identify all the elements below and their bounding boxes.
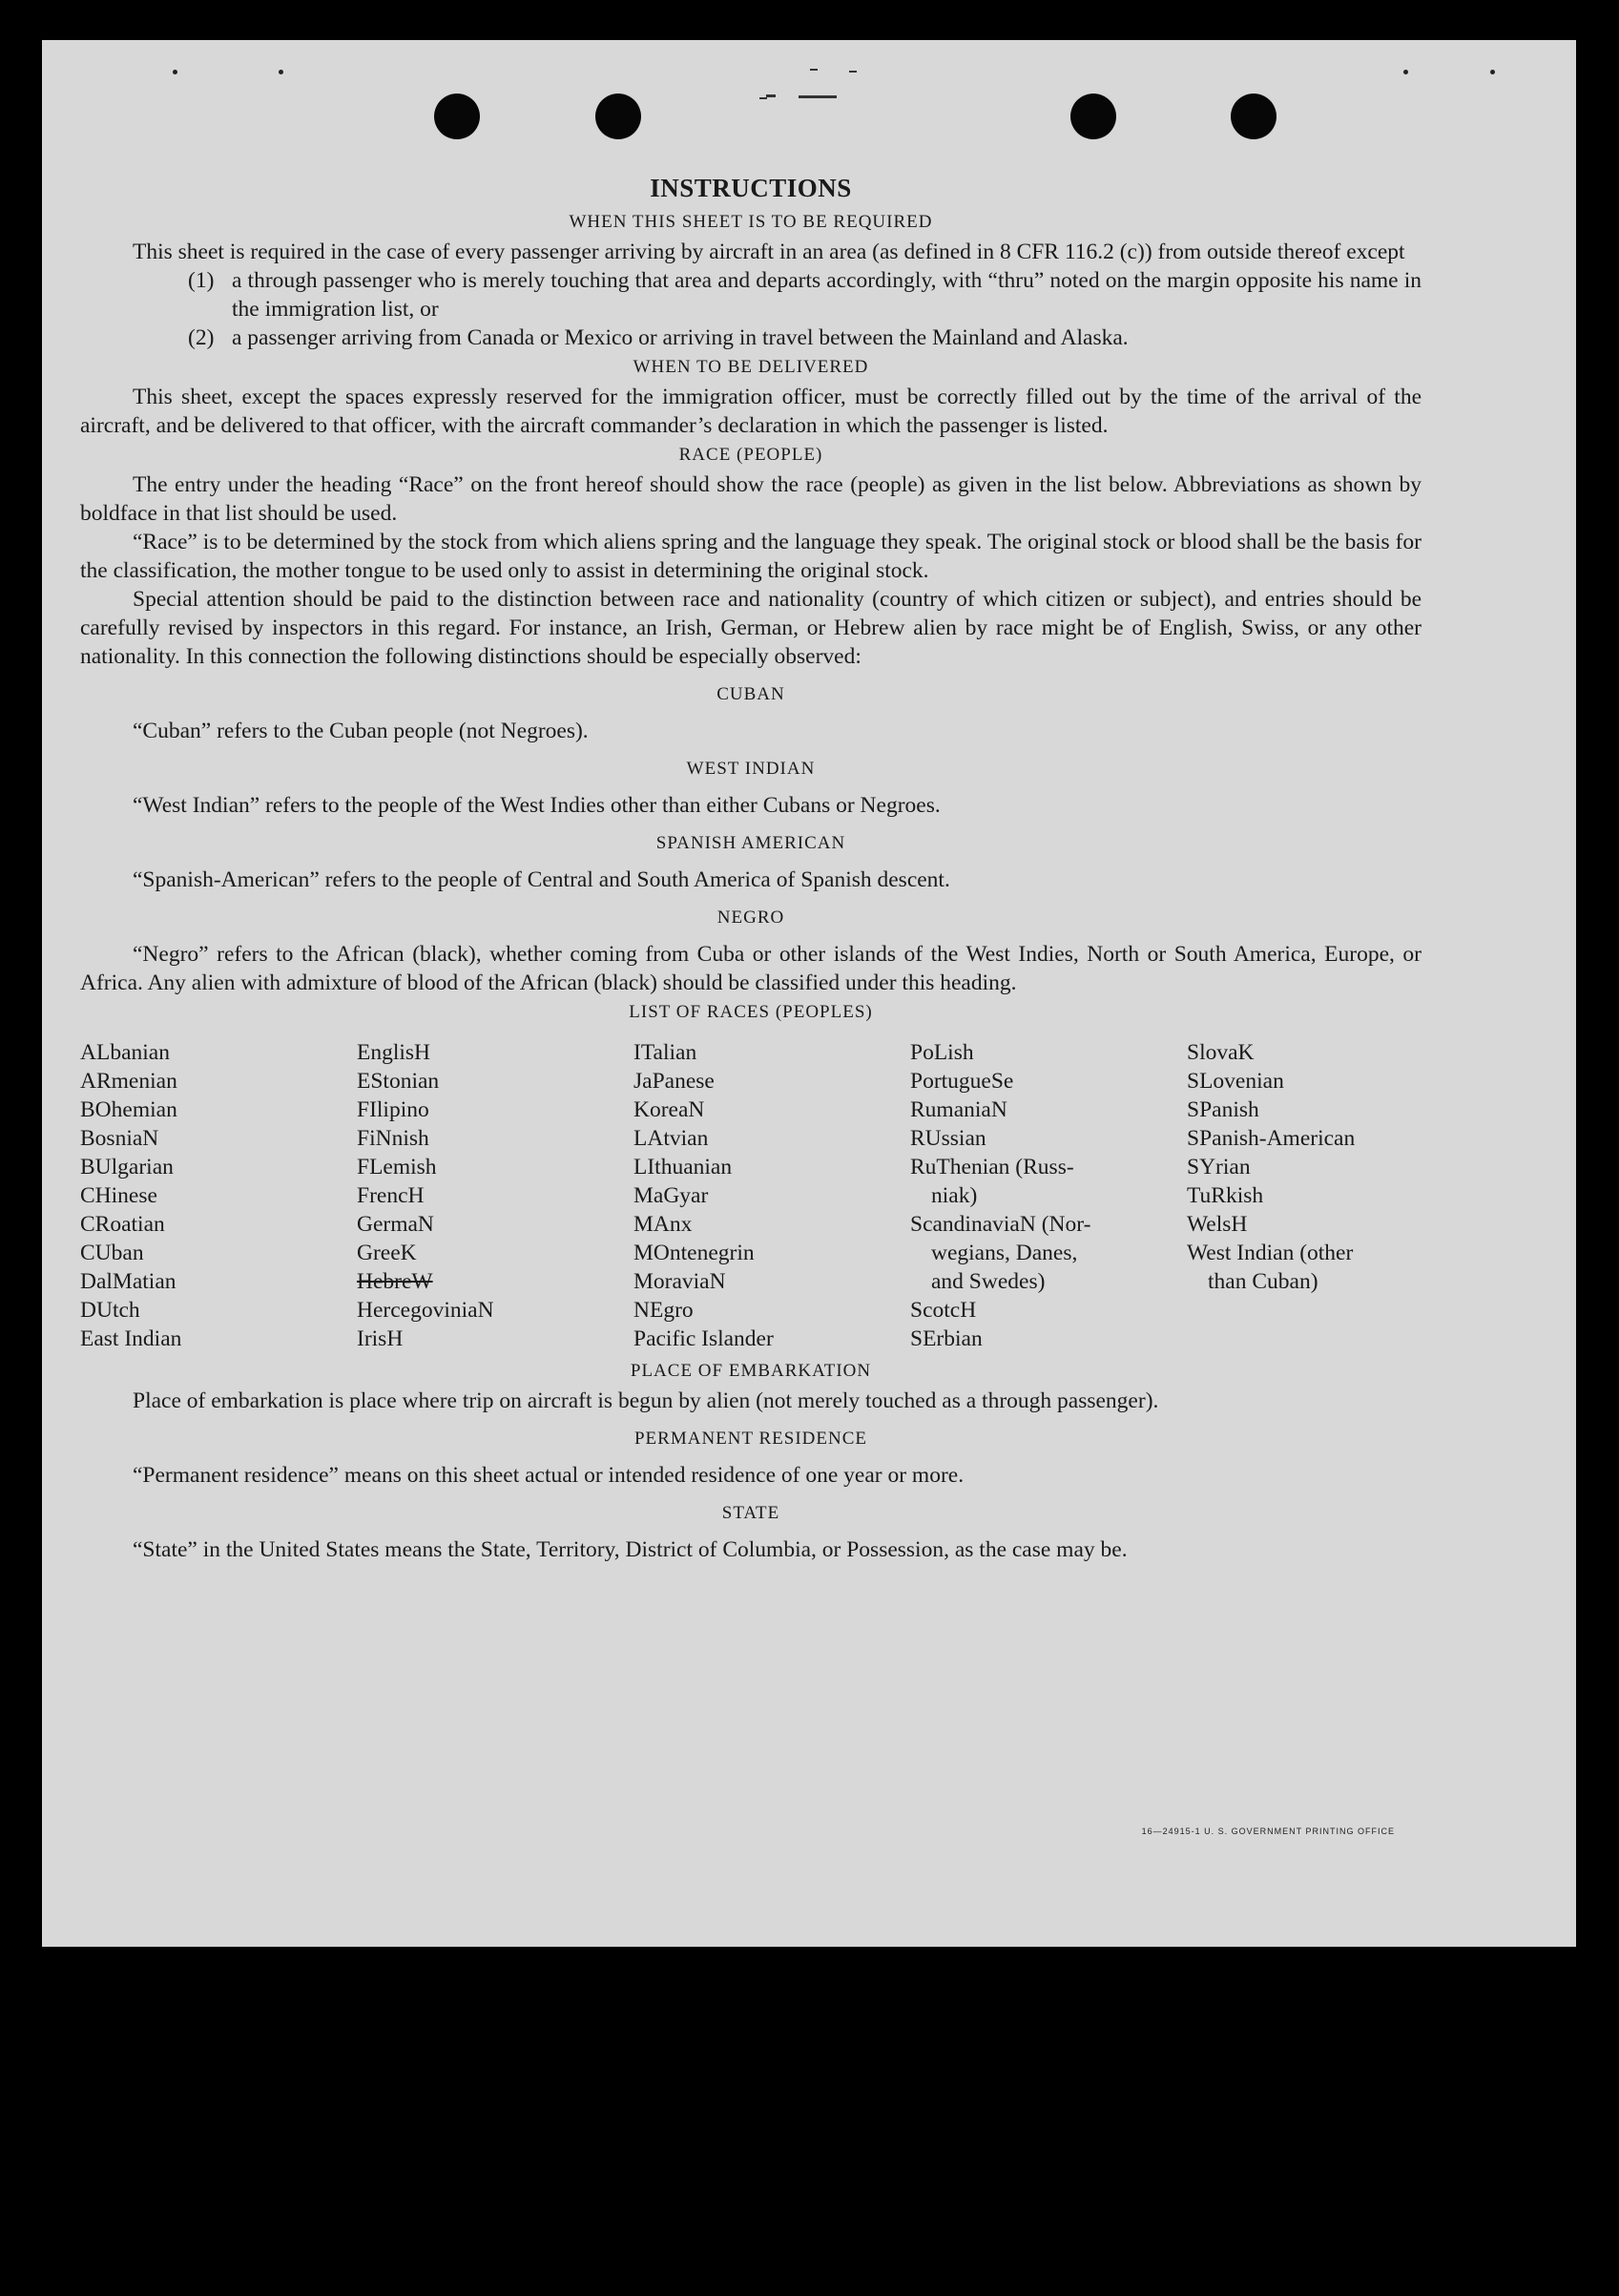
race-entry: BosniaN xyxy=(80,1126,159,1151)
race-column xyxy=(80,1038,357,1353)
instructions-body xyxy=(80,174,1422,1564)
race-entry: SErbian xyxy=(910,1326,983,1351)
item-text: a passenger arriving from Canada or Mexico or arriving in travel between the Mainland and Alaska. xyxy=(232,325,1129,350)
race-entry: ARmenian xyxy=(80,1069,177,1094)
race-entry: GermaN xyxy=(357,1212,434,1237)
race-entry: RumaniaN xyxy=(910,1097,1007,1122)
race-entry: DUtch xyxy=(80,1298,140,1323)
section-heading: NEGRO xyxy=(716,908,785,928)
race-entry: niak) xyxy=(931,1183,978,1208)
list-item xyxy=(80,266,1422,324)
section-heading: LIST OF RACES (PEOPLES) xyxy=(629,1002,873,1022)
paragraph: “West Indian” refers to the people of the West Indies other than either Cubans or Negroes. xyxy=(133,793,941,818)
race-entry: ALbanian xyxy=(80,1040,170,1065)
race-entry: LAtvian xyxy=(633,1126,709,1151)
item-number: (2) xyxy=(188,325,215,350)
race-entry: FLemish xyxy=(357,1155,437,1179)
race-entry: TuRkish xyxy=(1187,1183,1264,1208)
race-entry: FrencH xyxy=(357,1183,425,1208)
section-heading: PLACE OF EMBARKATION xyxy=(630,1361,872,1381)
race-entry: ITalian xyxy=(633,1040,697,1065)
paragraph: “Permanent residence” means on this sheet actual or intended residence of one year or more. xyxy=(133,1463,965,1488)
race-entry: and Swedes) xyxy=(931,1269,1046,1294)
section-heading: RACE (PEOPLE) xyxy=(678,445,823,465)
race-entry: SPanish-American xyxy=(1187,1126,1356,1151)
punch-mark xyxy=(1490,70,1495,74)
race-entry: RuThenian (Russ- xyxy=(910,1155,1074,1179)
section-heading: PERMANENT RESIDENCE xyxy=(633,1429,868,1449)
race-entry: BUlgarian xyxy=(80,1155,174,1179)
page-title: INSTRUCTIONS xyxy=(650,174,852,202)
document-sheet xyxy=(42,40,1576,1947)
punch-mark xyxy=(173,70,177,74)
binder-hole xyxy=(434,94,480,139)
race-entry: LIthuanian xyxy=(633,1155,733,1179)
mark xyxy=(810,69,818,71)
paragraph: This sheet, except the spaces expressly reserved for the immigration officer, must be correctly filled out by the time of the arrival of the aircraft, and be delivered to that officer, with the aircraft commander’s declaration in which the passenger is listed. xyxy=(80,385,1422,438)
race-entry: than Cuban) xyxy=(1208,1269,1318,1294)
race-entry: BOhemian xyxy=(80,1097,177,1122)
list-item xyxy=(80,324,1422,352)
mark xyxy=(766,94,776,97)
printing-office-note: 16—24915-1 U. S. GOVERNMENT PRINTING OFFICE xyxy=(1141,1826,1395,1836)
race-entry: SPanish xyxy=(1187,1097,1259,1122)
race-entry: ScandinaviaN (Nor- xyxy=(910,1212,1091,1237)
race-entry: EnglisH xyxy=(357,1040,431,1065)
section-heading: SPANISH AMERICAN xyxy=(655,833,846,853)
race-entry: SlovaK xyxy=(1187,1040,1255,1065)
mark xyxy=(799,95,837,98)
binder-hole xyxy=(1231,94,1277,139)
binder-hole xyxy=(1070,94,1116,139)
section-heading: STATE xyxy=(721,1503,780,1523)
race-column xyxy=(633,1038,910,1353)
paragraph: Place of embarkation is place where trip on aircraft is begun by alien (not merely touched as a through passenger). xyxy=(133,1388,1159,1413)
race-entry: PortugueSe xyxy=(910,1069,1014,1094)
paragraph: “Spanish-American” refers to the people of Central and South America of Spanish descent. xyxy=(133,867,950,892)
race-column xyxy=(357,1038,633,1353)
race-entry: CRoatian xyxy=(80,1212,165,1237)
paragraph: The entry under the heading “Race” on the front hereof should show the race (people) as given in the list below. Abbreviations as shown by boldface in that list should be used. xyxy=(80,472,1422,526)
mark xyxy=(759,97,767,99)
race-column xyxy=(910,1038,1187,1353)
race-entry: ScotcH xyxy=(910,1298,977,1323)
race-entry: WelsH xyxy=(1187,1212,1248,1237)
race-entry: KoreaN xyxy=(633,1097,705,1122)
race-entry: CUban xyxy=(80,1241,144,1265)
race-entry: NEgro xyxy=(633,1298,694,1323)
race-entry: MAnx xyxy=(633,1212,693,1237)
race-list xyxy=(80,1038,1422,1353)
race-entry: wegians, Danes, xyxy=(931,1241,1078,1265)
paragraph: Special attention should be paid to the distinction between race and nationality (country of which citizen or subject), and entries should be carefully revised by inspectors in this regard. For instance, an Irish, German, or Hebrew alien by race might be of English, Swiss, or any other nationality. In this connection the following distinctions should be especially observed: xyxy=(80,587,1422,669)
race-entry: CHinese xyxy=(80,1183,157,1208)
item-text: a through passenger who is merely touching that area and departs accordingly, with “thru” noted on the margin opposite his name in the immigration list, or xyxy=(232,268,1422,322)
section-heading: WHEN TO BE DELIVERED xyxy=(633,357,869,377)
race-entry: MoraviaN xyxy=(633,1269,726,1294)
section-heading: WHEN THIS SHEET IS TO BE REQUIRED xyxy=(569,212,933,232)
item-number: (1) xyxy=(188,268,215,293)
race-entry: RUssian xyxy=(910,1126,986,1151)
paragraph: This sheet is required in the case of every passenger arriving by aircraft in an area (as defined in 8 CFR 116.2 (c)) from outside thereof except xyxy=(133,240,1405,264)
race-entry: Pacific Islander xyxy=(633,1326,774,1351)
race-entry: GreeK xyxy=(357,1241,417,1265)
race-entry: DalMatian xyxy=(80,1269,176,1294)
mark xyxy=(849,71,857,73)
race-entry: MOntenegrin xyxy=(633,1241,755,1265)
race-entry: East Indian xyxy=(80,1326,182,1351)
section-heading: CUBAN xyxy=(716,684,785,704)
race-entry: IrisH xyxy=(357,1326,404,1351)
race-entry: FiNnish xyxy=(357,1126,429,1151)
race-entry: EStonian xyxy=(357,1069,440,1094)
binder-hole xyxy=(595,94,641,139)
race-entry: West Indian (other xyxy=(1187,1241,1354,1265)
paragraph: “Negro” refers to the African (black), whether coming from Cuba or other islands of the West Indies, North or South America, Europe, or Africa. Any alien with admixture of blood of the African (black) should be classified under this heading. xyxy=(80,942,1422,995)
race-entry: JaPanese xyxy=(633,1069,715,1094)
race-entry: HebreW xyxy=(357,1269,433,1294)
paragraph: “State” in the United States means the State, Territory, District of Columbia, or Possession, as the case may be. xyxy=(133,1537,1128,1562)
section-heading: WEST INDIAN xyxy=(686,759,816,779)
race-entry: MaGyar xyxy=(633,1183,709,1208)
race-entry: HercegoviniaN xyxy=(357,1298,494,1323)
punch-mark xyxy=(1403,70,1408,74)
race-column xyxy=(1187,1038,1463,1353)
race-entry: FIlipino xyxy=(357,1097,429,1122)
paragraph: “Race” is to be determined by the stock from which aliens spring and the language they speak. The original stock or blood shall be the basis for the classification, the mother tongue to be used only to assist in determining the original stock. xyxy=(80,530,1422,583)
punch-mark xyxy=(279,70,283,74)
paragraph: “Cuban” refers to the Cuban people (not Negroes). xyxy=(133,719,589,743)
race-entry: SLovenian xyxy=(1187,1069,1284,1094)
race-entry: PoLish xyxy=(910,1040,974,1065)
race-entry: SYrian xyxy=(1187,1155,1251,1179)
